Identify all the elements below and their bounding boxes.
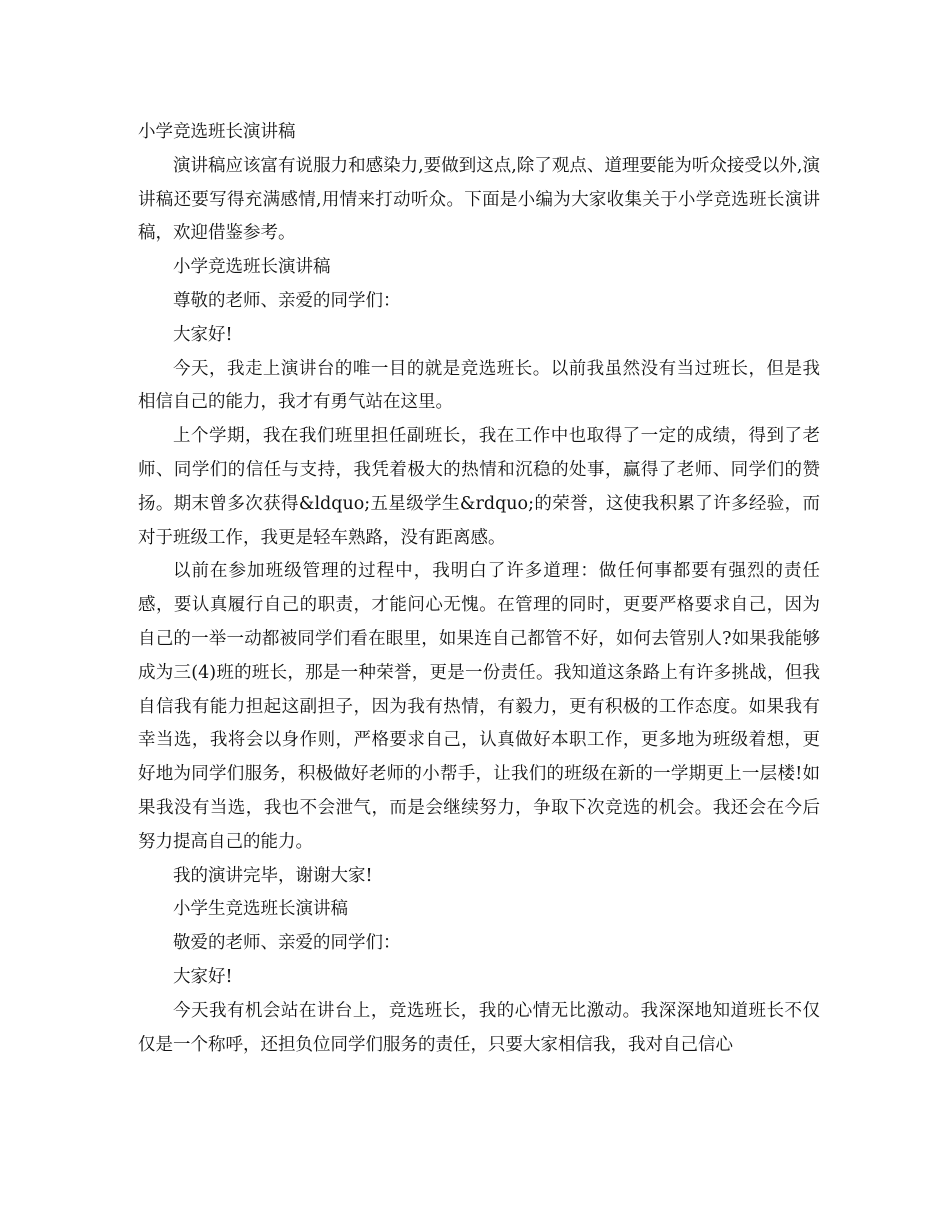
section-heading-2: 小学生竞选班长演讲稿 [173,899,348,920]
closing-1: 我的演讲完毕，谢谢大家! [173,865,373,886]
greeting-1: 大家好! [173,324,233,345]
salutation-2: 敬爱的老师、亲爱的同学们： [173,933,401,954]
salutation-1: 尊敬的老师、亲爱的同学们： [173,290,401,311]
section-heading-1: 小学竞选班长演讲稿 [173,257,331,278]
body-paragraph-2: 上个学期，我在我们班里担任副班长，我在工作中也取得了一定的成绩，得到了老师、同学们的信任与支持，我凭着极大的热情和沉稳的处事，赢得了老师、同学们的赞扬。期末曾多次获得&ldquo;五星级学生&rdquo;的荣誉，这使我积累了许多经验，而对于班级工作，我更是轻车熟路，没有距离感。 [138,426,820,548]
body-paragraph-1: 今天，我走上演讲台的唯一目的就是竞选班长。以前我虽然没有当过班长，但是我相信自己的能力，我才有勇气站在这里。 [138,358,820,413]
body-paragraph-3: 以前在参加班级管理的过程中，我明白了许多道理：做任何事都要有强烈的责任感，要认真履行自己的职责，才能问心无愧。在管理的同时，更要严格要求自己，因为自己的一举一动都被同学们看在眼里，如果连自己都管不好，如何去管别人?如果我能够成为三(4)班的班长，那是一种荣誉，更是一份责任。我知道这条路上有许多挑战，但我自信我有能力担起这副担子，因为我有热情，有毅力，更有积极的工作态度。如果我有幸当选，我将会以身作则，严格要求自己，认真做好本职工作，更多地为班级着想，更好地为同学们服务，积极做好老师的小帮手，让我们的班级在新的一学期更上一层楼!如果我没有当选，我也不会泄气，而是会继续努力，争取下次竞选的机会。我还会在今后努力提高自己的能力。 [138,561,820,852]
document-title: 小学竞选班长演讲稿 [138,122,296,142]
body-paragraph-4: 今天我有机会站在讲台上，竞选班长，我的心情无比激动。我深深地知道班长不仅仅是一个称呼，还担负位同学们服务的责任，只要大家相信我，我对自己信心 [138,1000,820,1055]
intro-paragraph: 演讲稿应该富有说服力和感染力,要做到这点,除了观点、道理要能为听众接受以外,演讲稿还要写得充满感情,用情来打动听众。下面是小编为大家收集关于小学竞选班长演讲稿，欢迎借鉴参考。 [138,155,820,244]
document-page [138,116,820,1062]
greeting-2: 大家好! [173,966,233,987]
